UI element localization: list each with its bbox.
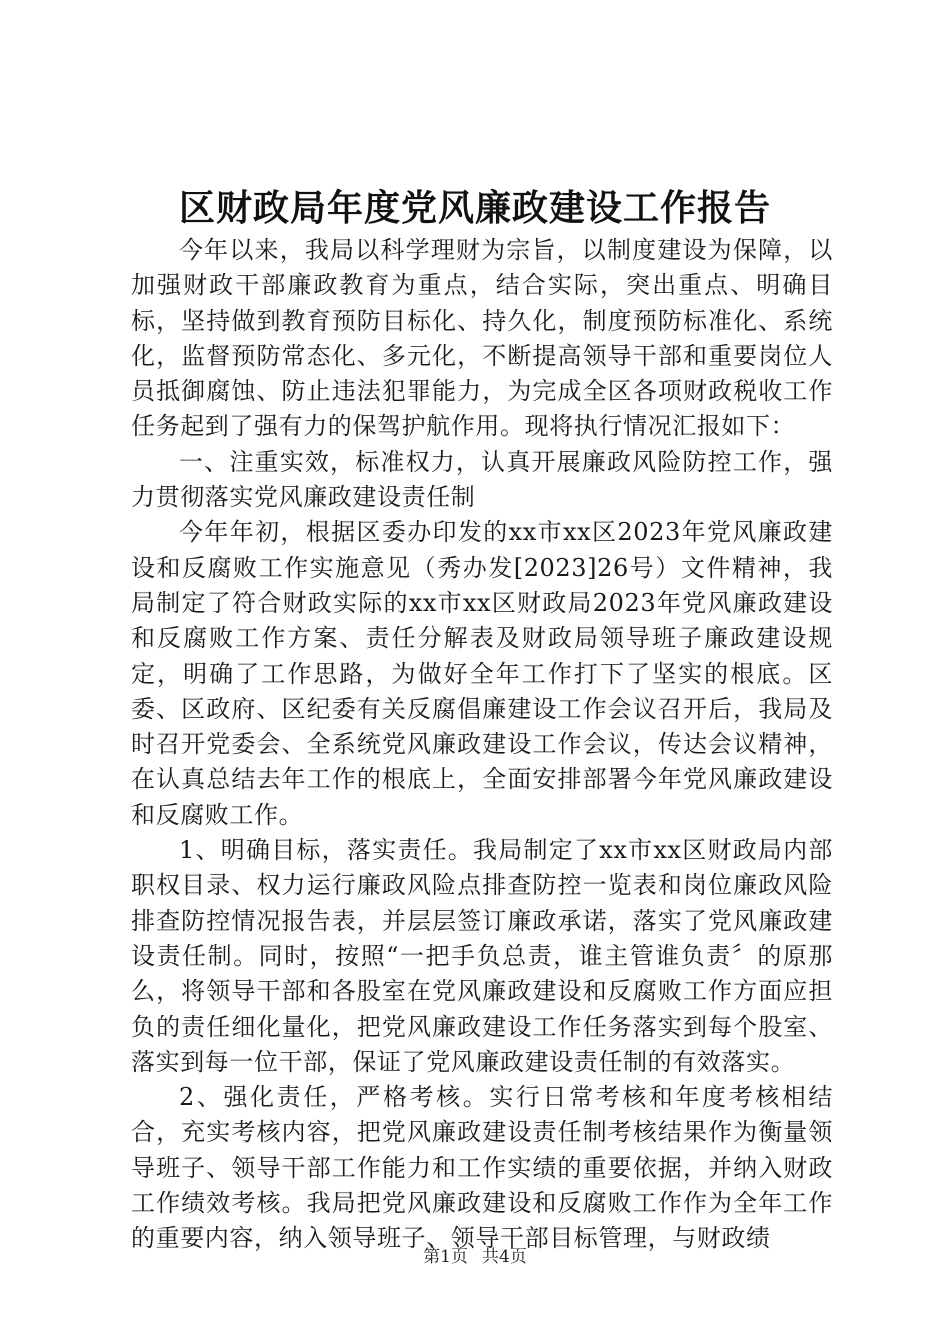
document-title: 区财政局年度党风廉政建设工作报告 [178, 187, 771, 229]
paragraph-intro: 今年以来，我局以科学理财为宗旨，以制度建设为保障，以加强财政干部廉政教育为重点，结合实际，突出重点、明确目标，坚持做到教育预防目标化、持久化，制度预防标准化、系统化，监督预防常态化、多元化，不断提高领导干部和重要岗位人员抵御腐蚀、防止违法犯罪能力，为完成全区各项财政税收工作任务起到了强有力的保驾护航作用。现将执行情况汇报如下： [131, 236, 833, 441]
paragraph-item-1: 1、明确目标，落实责任。我局制定了xx市xx区财政局内部职权目录、权力运行廉政风险点排查防控一览表和岗位廉政风险排查防控情况报告表，并层层签订廉政承诺，落实了党风廉政建设责任制。同时，按照“一把手负总责，谁主管谁负责〞的原那么，将领导干部和各股室在党风廉政建设和反腐败工作方面应担负的责任细化量化，把党风廉政建设工作任务落实到每个股室、落实到每一位干部，保证了党风廉政建设责任制的有效落实。 [131, 836, 833, 1076]
page-number: 第1页 [423, 1247, 468, 1267]
page-footer [0, 1242, 950, 1267]
page-total: 共4页 [482, 1247, 527, 1267]
section-heading-1: 一、注重实效，标准权力，认真开展廉政风险防控工作，强力贯彻落实党风廉政建设责任制 [131, 447, 833, 512]
document-body [131, 233, 833, 1257]
paragraph-item-2: 2、强化责任，严格考核。实行日常考核和年度考核相结合，充实考核内容，把党风廉政建设责任制考核结果作为衡量领导班子、领导干部工作能力和工作实绩的重要依据，并纳入财政工作绩效考核。我局把党风廉政建设和反腐败工作作为全年工作的重要内容，纳入领导班子、领导干部目标管理，与财政绩 [131, 1083, 833, 1253]
paragraph-section-1: 今年年初，根据区委办印发的xx市xx区2023年党风廉政建设和反腐败工作实施意见（秀办发[2023]26号）文件精神，我局制定了符合财政实际的xx市xx区财政局2023年党风廉政建设和反腐败工作方案、责任分解表及财政局领导班子廉政建设规定，明确了工作思路，为做好全年工作打下了坚实的根底。区委、区政府、区纪委有关反腐倡廉建设工作会议召开后，我局及时召开党委会、全系统党风廉政建设工作会议，传达会议精神，在认真总结去年工作的根底上，全面安排部署今年党风廉政建设和反腐败工作。 [131, 518, 833, 829]
